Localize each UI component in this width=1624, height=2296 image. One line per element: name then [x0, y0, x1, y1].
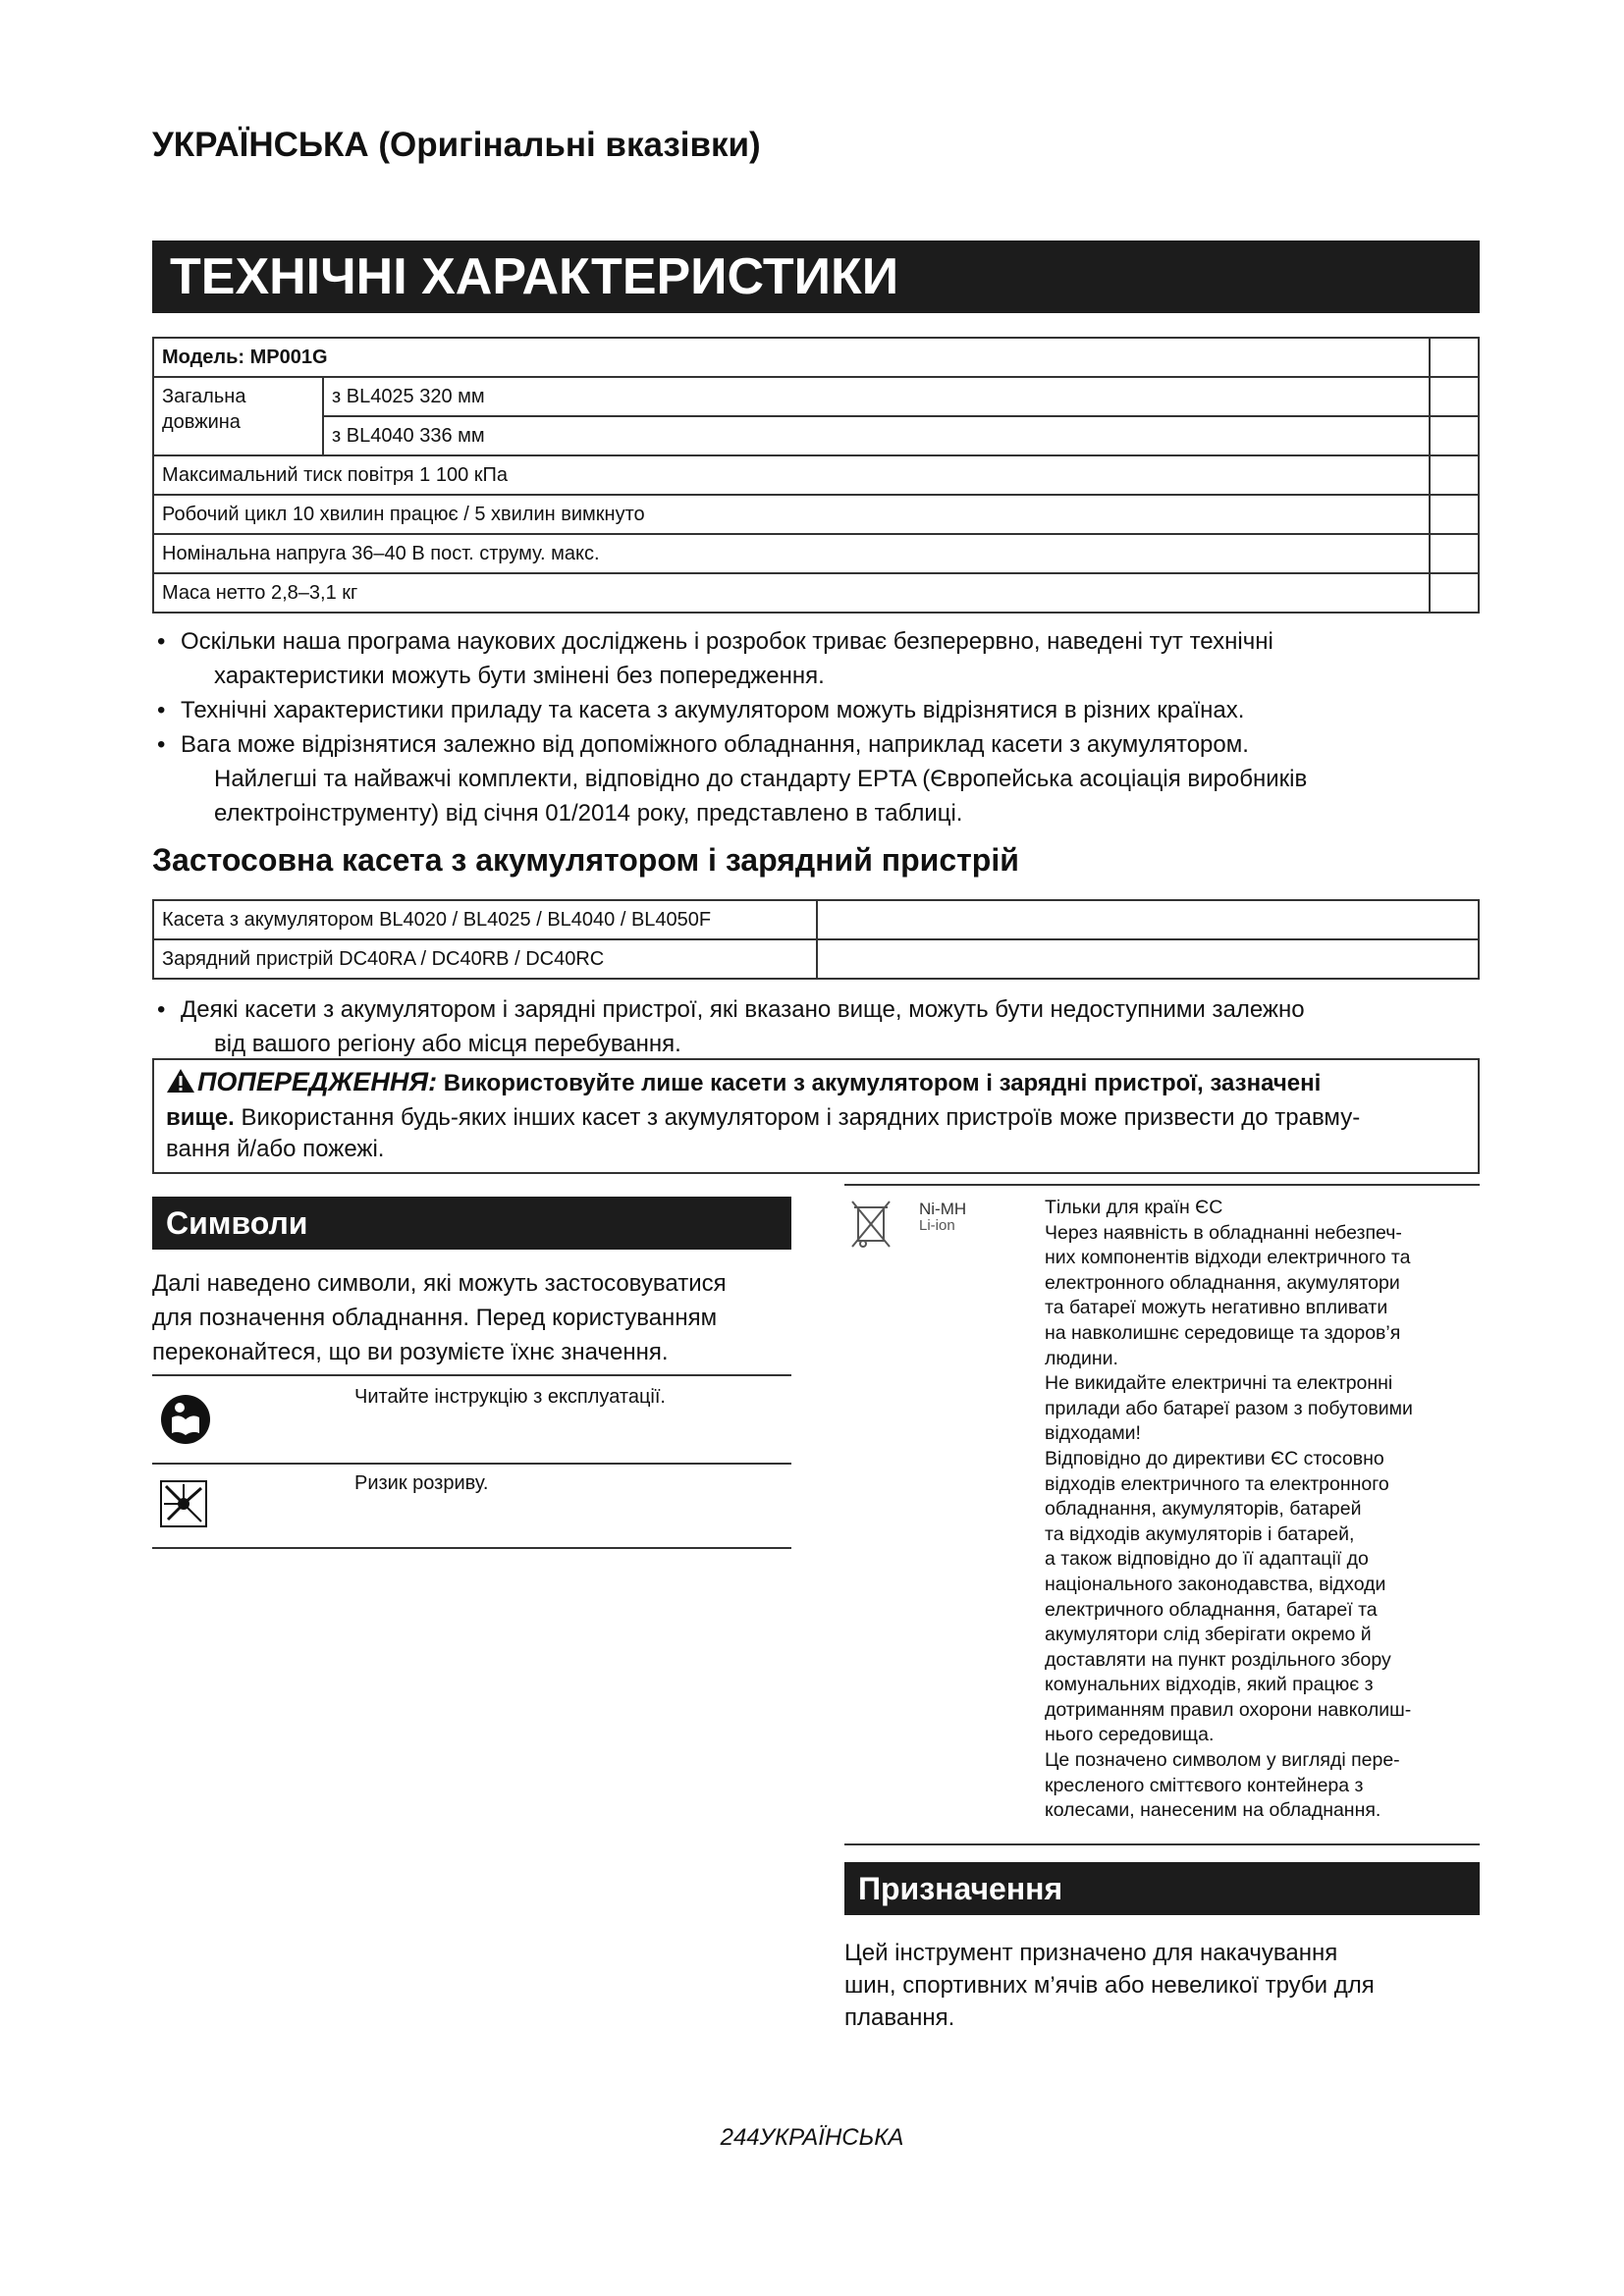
eu-line: людини.: [1045, 1347, 1118, 1369]
symbol-text: Ризик розриву.: [354, 1472, 489, 1494]
empty-cell: [1430, 377, 1479, 416]
eu-line: дотриманням правил охорони навколиш-: [1045, 1698, 1412, 1721]
eu-line: на навколишнє середовище та здоров’я: [1045, 1321, 1401, 1344]
read-manual-icon: [160, 1394, 211, 1450]
spec-row-cell: Номінальна напруга 36–40 В пост. струму. макс.: [153, 534, 1430, 573]
warning-box: [152, 1058, 1480, 1174]
battery-table: [152, 899, 1480, 980]
warning-bold-text: Використовуйте лише касети з акумулятором і зарядні пристрої, зазначені: [443, 1070, 1322, 1096]
intro-line: переконайтеся, що ви розумієте їхнє значення.: [152, 1339, 669, 1365]
length-row-cell: з BL4040 336 мм: [323, 416, 1430, 455]
warning-bold-text: вище.: [166, 1104, 235, 1131]
spec-row-cell: Маса нетто 2,8–3,1 кг: [153, 573, 1430, 613]
eu-line: електричного обладнання, батареї та: [1045, 1598, 1378, 1621]
spec-row-cell: Максимальний тиск повітря 1 100 кПа: [153, 455, 1430, 495]
eu-line: та батареї можуть негативно впливати: [1045, 1297, 1388, 1319]
empty-cell: [817, 900, 1479, 939]
note-item: • Оскільки наша програма наукових досліджень і розробок триває безперервно, наведені тут технічні: [157, 624, 1478, 659]
eu-line: кресленого сміттєвого контейнера з: [1045, 1774, 1364, 1796]
spec-row-cell: Робочий цикл 10 хвилин працює / 5 хвилин вимкнуто: [153, 495, 1430, 534]
eu-line: нього середовища.: [1045, 1724, 1215, 1746]
eu-line: прилади або батареї разом з побутовими: [1045, 1397, 1413, 1419]
specs-title: ТЕХНІЧНІ ХАРАКТЕРИСТИКИ: [152, 240, 1480, 313]
purpose-line: Цей інструмент призначено для накачування: [844, 1940, 1338, 1966]
battery-notes: [157, 992, 1478, 1061]
warning-icon: [166, 1068, 195, 1102]
battery-heading: Застосовна касета з акумулятором і зарядний пристрій: [152, 842, 1019, 878]
note-item: • Вага може відрізнятися залежно від допоміжного обладнання, наприклад касети з акумулятором.: [157, 727, 1478, 762]
warning-text: Використання будь-яких інших касет з акумулятором і зарядних пристроїв може призвести до травму-: [241, 1104, 1361, 1131]
empty-cell: [817, 939, 1479, 979]
note-continuation: від вашого регіону або місця перебування.: [214, 1031, 681, 1057]
language-title: УКРАЇНСЬКА (Оригінальні вказівки): [152, 126, 761, 164]
symbol-text: Читайте інструкцію з експлуатації.: [354, 1386, 666, 1408]
symbol-row: [152, 1463, 791, 1549]
eu-line: Через наявність в обладнанні небезпеч-: [1045, 1221, 1402, 1244]
intro-line: для позначення обладнання. Перед користуванням: [152, 1305, 718, 1331]
note-item: • Деякі касети з акумулятором і зарядні пристрої, які вказано вище, можуть бути недоступними залежно: [157, 992, 1478, 1027]
note-continuation: Найлегші та найважчі комплекти, відповідно до стандарту EPTA (Європейська асоціація виробників: [214, 766, 1308, 792]
warning-label: ПОПЕРЕДЖЕННЯ:: [197, 1067, 438, 1096]
eu-line: національного законодавства, відходи: [1045, 1573, 1386, 1595]
eu-line: електронного обладнання, акумулятори: [1045, 1271, 1400, 1294]
intro-line: Далі наведено символи, які можуть застосовуватися: [152, 1270, 727, 1297]
length-label-cell: Загальна довжина: [153, 377, 323, 455]
charger-row-cell: Зарядний пристрій DC40RA / DC40RB / DC40RC: [153, 939, 817, 979]
empty-cell: [1430, 455, 1479, 495]
empty-cell: [1430, 534, 1479, 573]
eu-line: Відповідно до директиви ЄС стосовно: [1045, 1447, 1384, 1469]
symbols-intro: [152, 1266, 790, 1369]
empty-cell: [1430, 573, 1479, 613]
crossed-bin-icon: [848, 1198, 893, 1257]
specs-table: [152, 337, 1480, 614]
note-continuation: електроінструменту) від січня 01/2014 року, представлено в таблиці.: [214, 800, 963, 827]
eu-line: них компонентів відходи електричного та: [1045, 1247, 1411, 1269]
explosion-risk-icon: [160, 1480, 207, 1532]
eu-line: доставляти на пункт роздільного збору: [1045, 1648, 1391, 1671]
empty-cell: [1430, 338, 1479, 377]
chemistry-label: Ni-MH: [919, 1200, 967, 1218]
symbol-row: [152, 1374, 791, 1465]
symbols-title: Символи: [152, 1197, 791, 1250]
empty-cell: [1430, 416, 1479, 455]
chemistry-label: Li-ion: [919, 1217, 955, 1234]
note-item: • Технічні характеристики приладу та касета з акумулятором можуть відрізнятися в різних країнах.: [157, 693, 1478, 727]
purpose-title: Призначення: [844, 1862, 1480, 1915]
eu-line: обладнання, акумуляторів, батарей: [1045, 1498, 1362, 1521]
eu-line: акумулятори слід зберігати окремо й: [1045, 1624, 1372, 1646]
battery-row-cell: Касета з акумулятором BL4020 / BL4025 / BL4040 / BL4050F: [153, 900, 817, 939]
page-footer: 244УКРАЇНСЬКА: [720, 2124, 904, 2151]
purpose-line: шин, спортивних м’ячів або невеликої труби для: [844, 1972, 1375, 1999]
eu-text: [1045, 1196, 1482, 1824]
eu-line: Це позначено символом у вигляді пере-: [1045, 1749, 1400, 1772]
eu-line: колесами, нанесеним на обладнання.: [1045, 1799, 1381, 1822]
purpose-text: [844, 1937, 1473, 2034]
warning-text: вання й/або пожежі.: [166, 1136, 385, 1162]
eu-line: Не викидайте електричні та електронні: [1045, 1372, 1393, 1395]
purpose-line: плавання.: [844, 2004, 955, 2031]
eu-line: комунальних відходів, який працює з: [1045, 1674, 1374, 1696]
note-continuation: характеристики можуть бути змінені без попередження.: [214, 663, 825, 689]
eu-line: та відходів акумуляторів і батарей,: [1045, 1522, 1355, 1545]
eu-line: відходами!: [1045, 1422, 1141, 1445]
model-cell: Модель: MP001G: [153, 338, 1430, 377]
eu-line: а також відповідно до її адаптації до: [1045, 1548, 1369, 1571]
empty-cell: [1430, 495, 1479, 534]
spec-notes: [157, 624, 1478, 830]
eu-line: Тільки для країн ЄС: [1045, 1197, 1223, 1218]
length-row-cell: з BL4025 320 мм: [323, 377, 1430, 416]
eu-line: відходів електричного та електронного: [1045, 1472, 1389, 1495]
